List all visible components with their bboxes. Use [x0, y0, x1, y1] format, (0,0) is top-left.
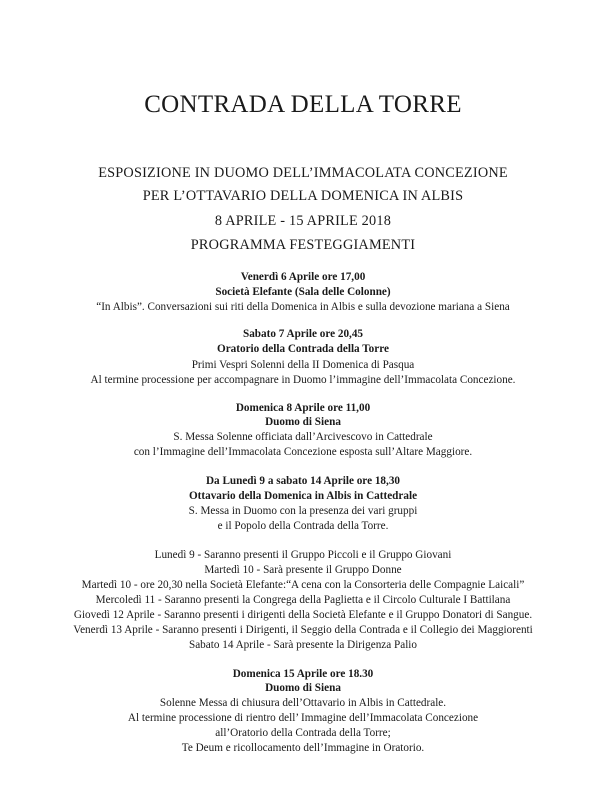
exhibition-title: ESPOSIZIONE IN DUOMO DELL’IMMACOLATA CONCEZIONE [98, 165, 508, 181]
event-3-detail-2: con l’Immagine dell’Immacolata Concezione esposta sull’Altare Maggiore. [133, 446, 473, 458]
octave-subtitle: PER L’OTTAVARIO DELLA DOMENICA IN ALBIS [142, 188, 464, 204]
event-6-detail-2: Al termine processione di rientro dell’ Immagine dell’Immacolata Concezione [127, 712, 479, 724]
page-title: CONTRADA DELLA TORRE [144, 91, 462, 118]
schedule-line-7: Sabato 14 Aprile - Sarà presente la Dirigenza Palio [188, 639, 418, 651]
event-1-when: Venerdì 6 Aprile ore 17,00 [240, 271, 366, 283]
event-4-detail-2: e il Popolo della Contrada della Torre. [217, 520, 389, 532]
event-1-where: Società Elefante (Sala delle Colonne) [215, 286, 391, 298]
event-2-detail-2: Al termine processione per accompagnare in Duomo l’immagine dell’Immacolata Concezione. [90, 374, 516, 386]
event-6-where: Duomo di Siena [265, 682, 341, 694]
event-2-where: Oratorio della Contrada della Torre [217, 343, 389, 355]
schedule-line-6: Venerdì 13 Aprile - Saranno presenti i Dirigenti, il Seggio della Contrada e il Collegio dei Maggiorenti [73, 624, 533, 636]
event-6-when: Domenica 15 Aprile ore 18.30 [232, 668, 374, 680]
event-3-detail-1: S. Messa Solenne officiata dall’Arcivescovo in Cattedrale [173, 431, 433, 443]
event-4-when: Da Lunedì 9 a sabato 14 Aprile ore 18,30 [205, 475, 401, 487]
event-3-where: Duomo di Siena [265, 416, 341, 428]
event-3-when: Domenica 8 Aprile ore 11,00 [235, 402, 371, 414]
schedule-line-4: Mercoledì 11 - Saranno presenti la Congrega della Paglietta e il Circolo Culturale I Battilana [95, 594, 511, 606]
event-1-detail-1: “In Albis”. Conversazioni sui riti della Domenica in Albis e sulla devozione mariana a Siena [96, 301, 510, 313]
event-6-detail-1: Solenne Messa di chiusura dell’Ottavario in Albis in Cattedrale. [159, 697, 447, 709]
program-heading: PROGRAMMA FESTEGGIAMENTI [190, 237, 416, 253]
event-2-detail-1: Primi Vespri Solenni della II Domenica di Pasqua [191, 359, 415, 371]
schedule-line-2: Martedì 10 - Sarà presente il Gruppo Donne [204, 564, 402, 576]
event-2-when: Sabato 7 Aprile ore 20,45 [242, 328, 364, 340]
event-6-detail-4: Te Deum e ricollocamento dell’Immagine in Oratorio. [181, 742, 425, 754]
date-range: 8 APRILE - 15 APRILE 2018 [214, 213, 392, 229]
event-6-detail-3: all’Oratorio della Contrada della Torre; [215, 727, 391, 739]
schedule-line-5: Giovedì 12 Aprile - Saranno presenti i dirigenti della Società Elefante e il Gruppo Donatori di Sangue. [73, 609, 533, 621]
schedule-line-1: Lunedì 9 - Saranno presenti il Gruppo Piccoli e il Gruppo Giovani [154, 549, 452, 561]
event-4-where: Ottavario della Domenica in Albis in Cattedrale [188, 490, 418, 502]
event-4-detail-1: S. Messa in Duomo con la presenza dei vari gruppi [188, 505, 418, 517]
schedule-line-3: Martedì 10 - ore 20,30 nella Società Elefante:“A cena con la Consorteria delle Compagnie Laicali” [81, 579, 525, 591]
